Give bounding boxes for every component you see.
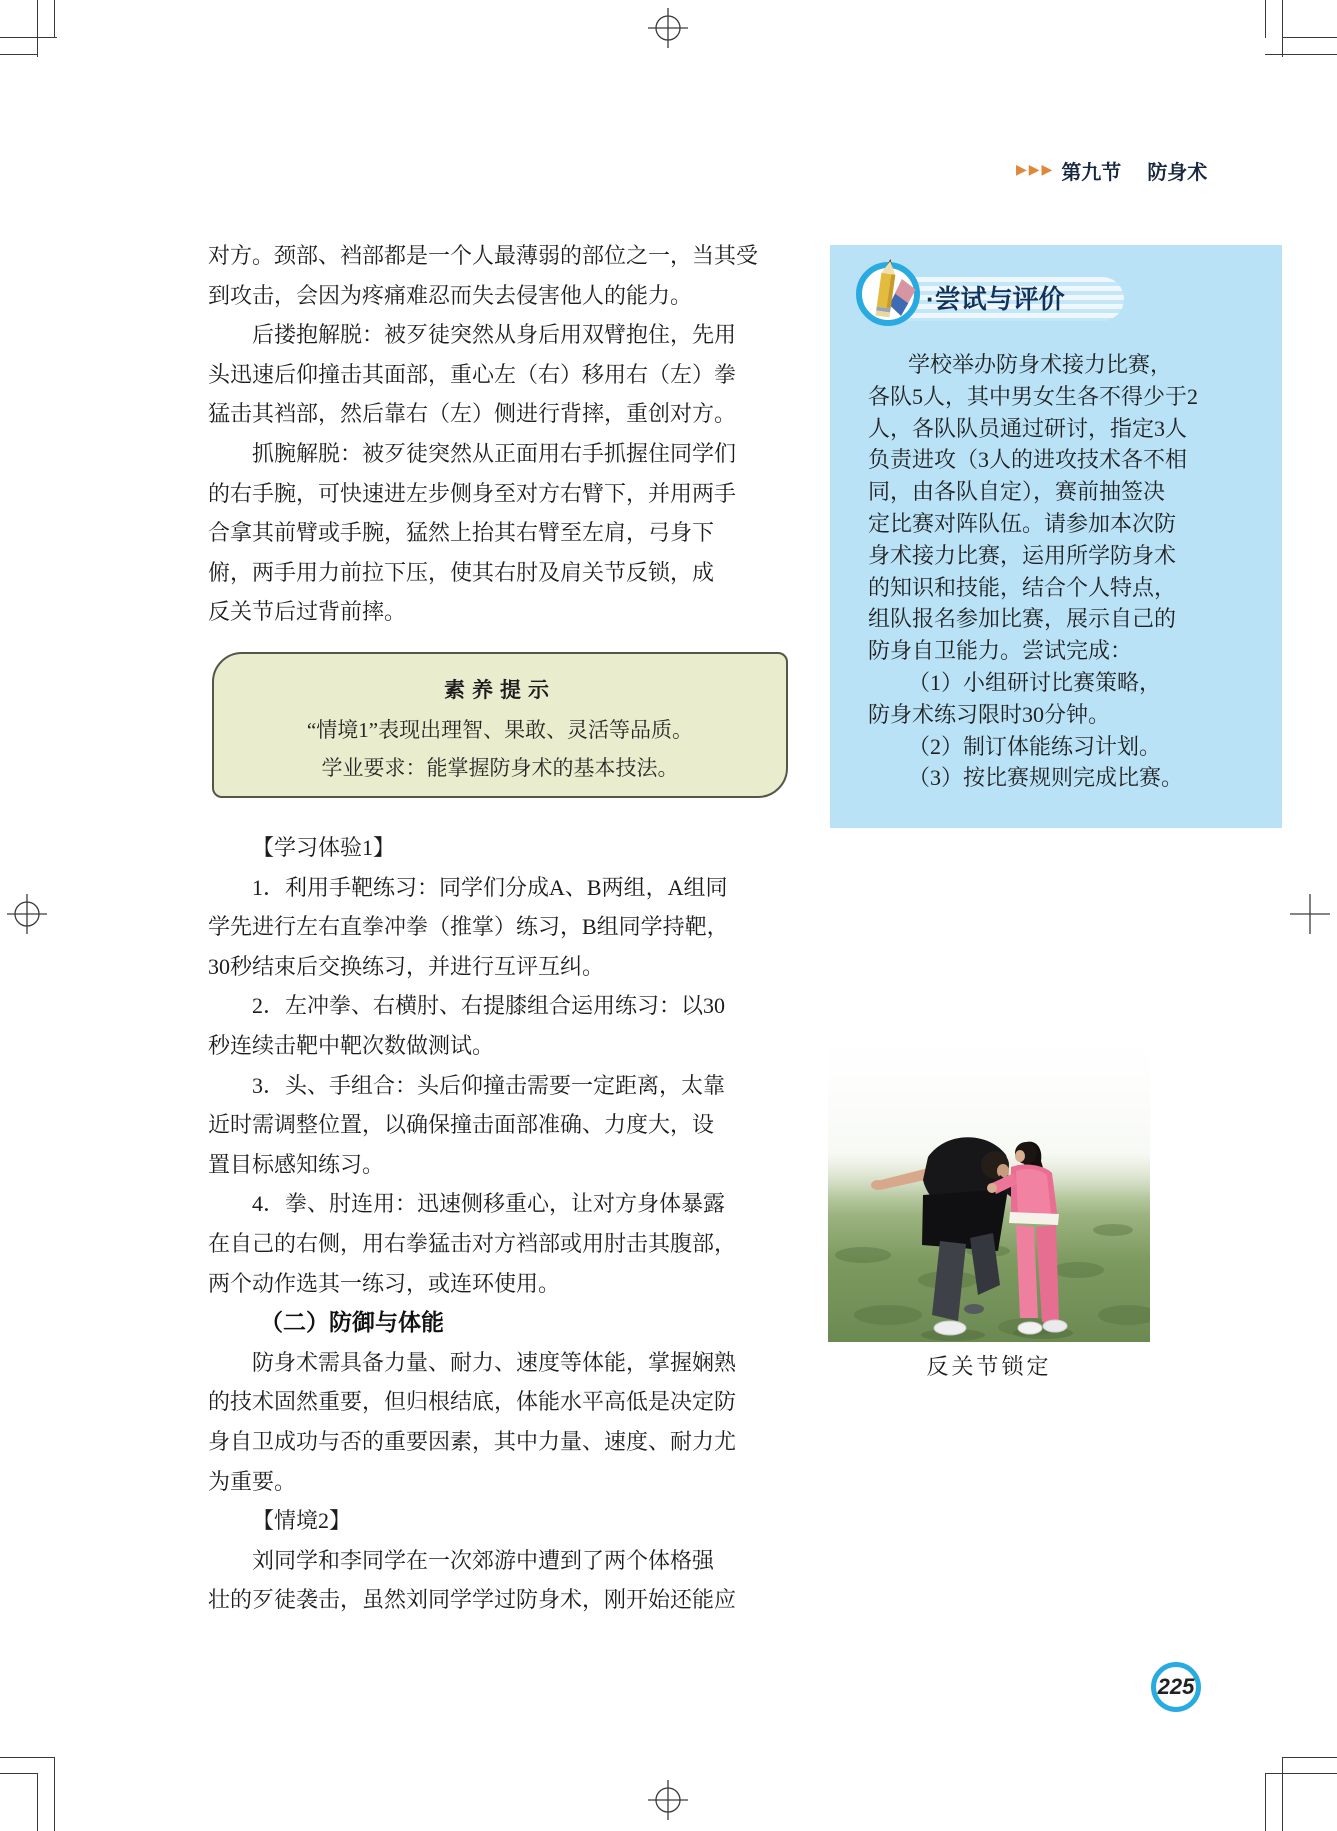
text-line: 刘同学和李同学在一次郊游中遭到了两个体格强: [252, 1547, 715, 1573]
registration-mark-top-icon: [648, 8, 688, 48]
page-number: 225: [1157, 1674, 1195, 1699]
eval-box-title: ·尝试与评价: [926, 284, 1065, 314]
tip-box-line: “情境1”表现出理智、果敢、灵活等品质。: [306, 718, 694, 742]
text-line: 置目标感知练习。: [208, 1151, 385, 1177]
text-line: 反关节后过背前摔。: [208, 599, 407, 625]
text-line: 的技术固然重要，但归根结底，体能水平高低是决定防: [208, 1389, 737, 1415]
text-line: （2）制订体能练习计划。: [908, 733, 1162, 759]
text-line: 在自己的右侧，用右拳猛击对方裆部或用肘击其腹部，: [208, 1230, 737, 1256]
running-head: [1016, 156, 1207, 184]
text-line: 2．左冲拳、右横肘、右提膝组合运用练习：以30: [252, 993, 726, 1019]
page-number-badge: [1151, 1662, 1201, 1712]
text-line: 对方。颈部、裆部都是一个人最薄弱的部位之一，当其受: [208, 243, 759, 268]
registration-mark-right-icon: [1290, 894, 1330, 934]
text-line: （3）按比赛规则完成比赛。: [908, 765, 1184, 791]
text-line: 俯，两手用力前拉下压，使其右肘及肩关节反锁，成: [208, 559, 715, 585]
photo-caption: 反关节锁定: [926, 1354, 1052, 1379]
literacy-tip-box: [212, 652, 788, 798]
text-line: 壮的歹徒袭击，虽然刘同学学过防身术，刚开始还能应: [208, 1587, 737, 1613]
subsection-marker: 【学习体验1】: [252, 835, 396, 860]
text-line: 组队报名参加比赛，展示自己的: [868, 606, 1177, 632]
text-line: 到攻击，会因为疼痛难忍而失去侵害他人的能力。: [208, 282, 693, 308]
body-text-block-2: [208, 828, 786, 1620]
text-line: 两个动作选其一练习，或连环使用。: [208, 1270, 561, 1296]
text-line: 的知识和技能，结合个人特点，: [868, 574, 1177, 600]
triple-arrow-icon: ▶▶▶: [1016, 162, 1055, 178]
text-line: 猛击其裆部，然后靠右（左）侧进行背摔，重创对方。: [208, 401, 737, 427]
registration-mark-left-icon: [7, 894, 47, 934]
tip-box-title: 素养提示: [444, 679, 556, 702]
text-line: 为重要。: [208, 1468, 297, 1494]
registration-mark-bottom-icon: [648, 1780, 688, 1820]
text-line: 身自卫成功与否的重要因素，其中力量、速度、耐力尤: [208, 1428, 737, 1454]
text-line: 的右手腕，可快速进左步侧身至对方右臂下，并用两手: [208, 480, 737, 506]
tip-box-line: 学业要求：能掌握防身术的基本技法。: [321, 756, 679, 780]
text-line: 人，各队队员通过研讨，指定3人: [868, 415, 1188, 441]
text-line: 各队5人，其中男女生各不得少于2: [868, 383, 1199, 409]
text-line: 4．拳、肘连用：迅速侧移重心，让对方身体暴露: [252, 1191, 726, 1217]
text-line: 学校举办防身术接力比赛，: [908, 352, 1173, 377]
text-line: 抓腕解脱：被歹徒突然从正面用右手抓握住同学们: [252, 440, 737, 466]
text-line: （1）小组研讨比赛策略，: [908, 669, 1162, 695]
section-label: 第九节: [1061, 161, 1122, 184]
text-line: 1．利用手靶练习：同学们分成A、B两组，A组同: [252, 874, 728, 900]
text-line: 学先进行左右直拳冲拳（推掌）练习，B组同学持靶，: [208, 914, 729, 940]
text-line: 秒连续击靶中靶次数做测试。: [208, 1032, 495, 1058]
text-line: 后搂抱解脱：被歹徒突然从身后用双臂抱住，先用: [252, 322, 737, 348]
try-and-evaluate-box: [830, 245, 1282, 828]
text-line: 头迅速后仰撞击其面部，重心左（右）移用右（左）拳: [208, 361, 737, 387]
text-line: 近时需调整位置，以确保撞击面部准确、力度大，设: [208, 1112, 715, 1138]
eval-box-text: [868, 349, 1258, 794]
section-title: 防身术: [1147, 161, 1208, 184]
text-line: 定比赛对阵队伍。请参加本次防: [868, 510, 1177, 536]
pencil-and-eraser-icon: [852, 255, 926, 329]
text-line: 同，由各队自定），赛前抽签决: [868, 479, 1166, 505]
self-defense-photo: [828, 1015, 1150, 1342]
subsection-heading: （二）防御与体能: [260, 1309, 444, 1336]
text-line: 3．头、手组合：头后仰撞击需要一定距离，太靠: [252, 1072, 726, 1098]
text-line: 30秒结束后交换练习，并进行互评互纠。: [208, 953, 605, 979]
text-line: 合拿其前臂或手腕，猛然上抬其右臂至左肩，弓身下: [208, 520, 715, 546]
scenario-marker: 【情境2】: [252, 1508, 352, 1534]
text-line: 负责进攻（3人的进攻技术各不相: [868, 447, 1188, 473]
text-line: 防身自卫能力。尝试完成：: [868, 638, 1133, 664]
text-line: 防身术练习限时30分钟。: [868, 701, 1111, 727]
text-line: 身术接力比赛，运用所学防身术: [868, 542, 1177, 568]
body-text-block-1: [208, 236, 786, 632]
text-line: 防身术需具备力量、耐力、速度等体能，掌握娴熟: [252, 1349, 737, 1375]
